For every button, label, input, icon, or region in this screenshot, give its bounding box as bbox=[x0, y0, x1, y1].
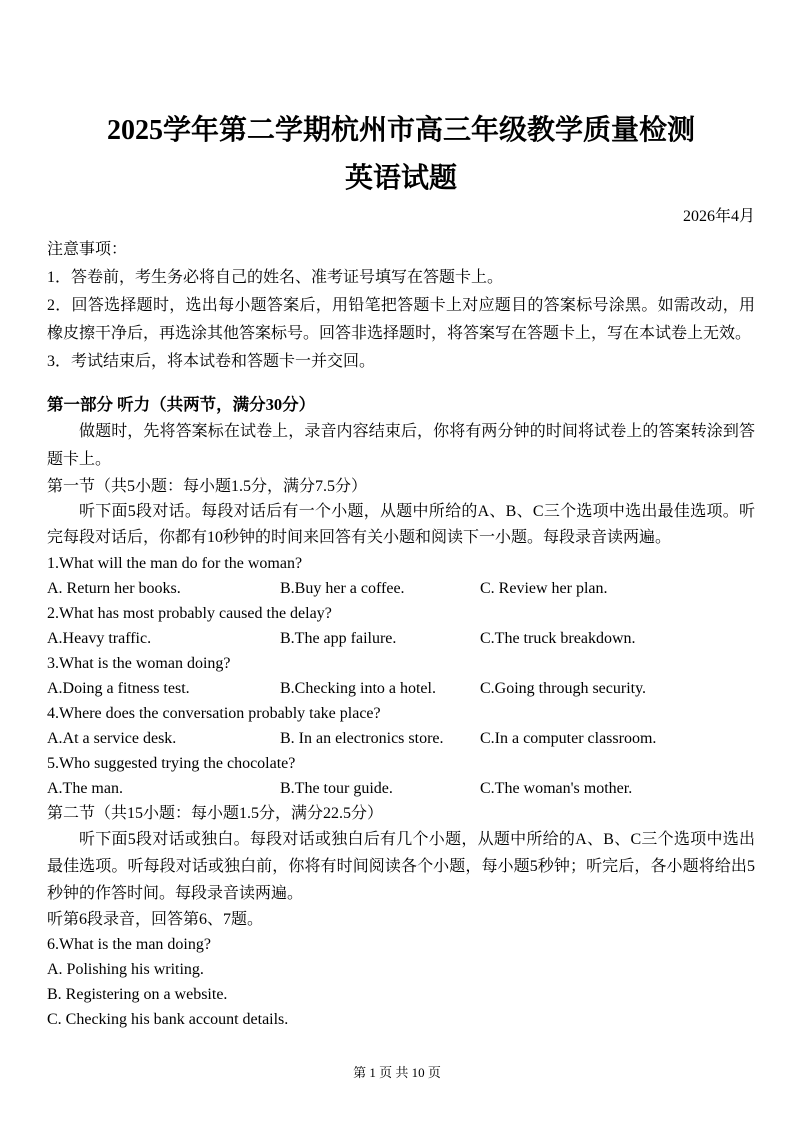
option-c: C. Checking his bank account details. bbox=[47, 1011, 289, 1028]
option-b: B.Checking into a hotel. bbox=[280, 680, 436, 697]
option-c: C.The truck breakdown. bbox=[480, 630, 636, 647]
option-b: B.The app failure. bbox=[280, 630, 397, 647]
option-a: A.Heavy traffic. bbox=[47, 630, 152, 647]
question-block-2 bbox=[47, 601, 755, 651]
notice-item-2: 2．回答选择题时，选出每小题答案后，用铅笔把答题卡上对应题目的答案标号涂黑。如需改动，用橡皮擦干净后，再选涂其他答案标号。回答非选择题时，将答案写在答题卡上，写在本试卷上无效。 bbox=[47, 297, 755, 342]
page-footer: 第 1 页 共 10 页 bbox=[353, 1065, 441, 1080]
question-block-3 bbox=[47, 651, 755, 701]
notice-item-1: 1．答卷前，考生务必将自己的姓名、准考证号填写在答题卡上。 bbox=[47, 269, 504, 286]
page-title: 2025学年第二学期杭州市高三年级教学质量检测 bbox=[106, 115, 695, 146]
notices-section bbox=[47, 236, 755, 376]
question-stem: 3.What is the woman doing? bbox=[47, 655, 231, 672]
option-b: B. Registering on a website. bbox=[47, 986, 228, 1003]
question-options bbox=[47, 957, 755, 1032]
option-a: A.The man. bbox=[47, 780, 123, 797]
notice-item-3: 3．考试结束后，将本试卷和答题卡一并交回。 bbox=[47, 353, 376, 370]
question-stem: 6.What is the man doing? bbox=[47, 936, 211, 953]
question-block-5 bbox=[47, 751, 755, 801]
question-stem: 5.Who suggested trying the chocolate? bbox=[47, 755, 296, 772]
option-c: C. Review her plan. bbox=[480, 580, 608, 597]
question-block-4 bbox=[47, 701, 755, 751]
question-options bbox=[47, 726, 755, 751]
section1-intro: 听下面5段对话。每段对话后有一个小题，从题中所给的A、B、C三个选项中选出最佳选项。听完每段对话后，你都有10秒钟的时间来回答有关小题和阅读下一小题。每段录音读两遍。 bbox=[47, 503, 755, 546]
question-stem: 1.What will the man do for the woman? bbox=[47, 555, 303, 572]
question-options bbox=[47, 776, 755, 801]
part1-intro: 做题时，先将答案标在试卷上，录音内容结束后，你将有两分钟的时间将试卷上的答案转涂到答题卡上。 bbox=[47, 423, 755, 468]
question-block-6 bbox=[47, 932, 755, 1032]
option-a: A.At a service desk. bbox=[47, 730, 177, 747]
option-b: B.The tour guide. bbox=[280, 780, 393, 797]
part1-heading: 第一部分 听力（共两节，满分30分） bbox=[47, 395, 316, 414]
option-a: A.Doing a fitness test. bbox=[47, 680, 190, 697]
question-options bbox=[47, 626, 755, 651]
audio-cue-recording6: 听第6段录音，回答第6、7题。 bbox=[47, 911, 264, 928]
option-c: C.Going through security. bbox=[480, 680, 647, 697]
question-block-1 bbox=[47, 551, 755, 601]
option-c: C.In a computer classroom. bbox=[480, 730, 657, 747]
exam-subject-title: 英语试题 bbox=[344, 163, 457, 194]
question-options bbox=[47, 576, 755, 601]
option-c: C.The woman's mother. bbox=[480, 780, 633, 797]
question-stem: 2.What has most probably caused the delay? bbox=[47, 605, 332, 622]
section1-heading: 第一节（共5小题：每小题1.5分，满分7.5分） bbox=[47, 478, 368, 495]
option-a: A. Return her books. bbox=[47, 580, 181, 597]
question-options bbox=[47, 676, 755, 701]
section2-heading: 第二节（共15小题：每小题1.5分，满分22.5分） bbox=[47, 805, 384, 822]
exam-date: 2026年4月 bbox=[682, 208, 755, 225]
option-b: B.Buy her a coffee. bbox=[280, 580, 405, 597]
option-b: B. In an electronics store. bbox=[280, 730, 444, 747]
section2-intro: 听下面5段对话或独白。每段对话或独白后有几个小题，从题中所给的A、B、C三个选项中选出最佳选项。听每段对话或独白前，你将有时间阅读各个小题，每小题5秒钟；听完后，各小题将给出5秒钟的作答时间。每段录音读两遍。 bbox=[47, 831, 755, 902]
option-a: A. Polishing his writing. bbox=[47, 961, 204, 978]
question-stem: 4.Where does the conversation probably take place? bbox=[47, 705, 381, 722]
notices-heading: 注意事项： bbox=[47, 241, 128, 258]
